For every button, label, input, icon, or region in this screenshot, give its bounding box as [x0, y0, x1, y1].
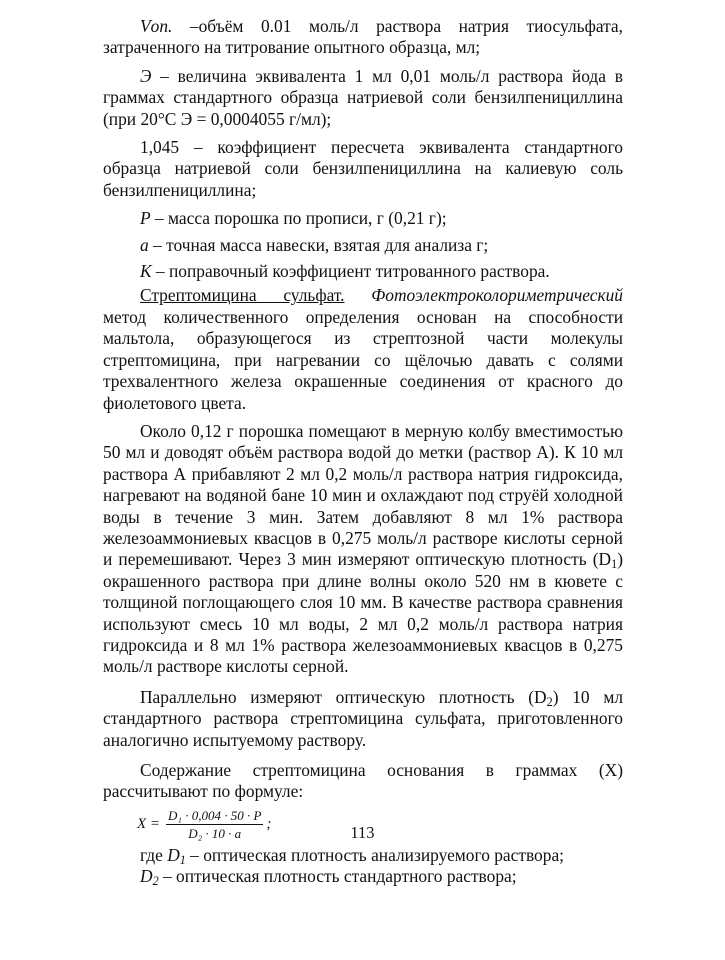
paragraph-text: – оптическая плотность анализируемого раствора;: [185, 844, 564, 865]
subscript: 1: [179, 852, 186, 867]
page-number: 113: [350, 823, 375, 842]
paragraph-d1-def: [103, 845, 623, 866]
formula-lhs: X =: [137, 816, 161, 833]
paragraph-d2-def: [103, 866, 623, 887]
var-p: Р: [140, 208, 151, 229]
paragraph-text: – точная масса навески, взятая для анализа г;: [148, 234, 489, 255]
subscript: 2: [546, 694, 553, 709]
spacer: [103, 414, 623, 421]
formula-denominator: D₂ · 10 · a: [188, 826, 242, 842]
paragraph-text: Около 0,12 г порошка помещают в мерную колбу вместимостью 50 мл и доводят объём раствора водой до метки (раствор А). К 10 мл раствора А прибавляют 2 мл 0,2 моль/л раствора натрия гидроксида, нагревают на водяной бане 10 мин и охлаждают под струёй холодной воды в течение 3 мин. Затем добавляют 8 мл 1% раствора железоаммониевых квасцов в 0,275 моль/л растворе кислоты серной и перемешивают. Через 3 мин измеряют оптическую плотность (D: [103, 420, 623, 570]
paragraph-vop: [103, 16, 623, 59]
spacer: [103, 59, 623, 66]
section-heading: Стрептомицина сульфат.: [140, 285, 345, 306]
var-d2: D: [140, 866, 153, 887]
var-k: К: [140, 261, 152, 282]
spacer: [103, 751, 623, 760]
var-e: Э: [140, 65, 152, 86]
paragraph-text: где: [140, 844, 168, 865]
subscript: 1: [611, 557, 618, 572]
spacer: [103, 130, 623, 137]
method-name: Фотоэлектроколориметрический: [371, 285, 623, 306]
spacer: [103, 201, 623, 208]
paragraph-k-def: [103, 261, 623, 282]
paragraph-text: ) окрашенного раствора при длине волны около 520 нм в кювете с толщиной поглощающего слоя 10 мм. В качестве раствора сравнения используют смесь 10 мл воды, 2 мл 0,2 моль/л раствора натрия гидроксида и 8 мл 1% раствора железоаммониевых квасцов в 0,275 моль/л растворе кислоты серной.: [103, 549, 623, 677]
paragraph-parallel: [103, 687, 623, 751]
var-a: а: [140, 234, 149, 255]
formula-end: ;: [266, 816, 272, 833]
paragraph-text: – поправочный коэффициент титрованного раствора.: [151, 261, 550, 282]
paragraph-coefficient: 1,045 – коэффициент пересчета эквивалента стандартного образца натриевой соли бензилпенициллина на калиевую соль бензилпенициллина;: [103, 137, 623, 200]
body-text: [103, 16, 623, 888]
paragraph-p-def: [103, 208, 623, 229]
paragraph-equivalent: [103, 66, 623, 130]
spacer: [103, 678, 623, 687]
subscript: 2: [152, 874, 159, 889]
var-vop: Vоп.: [140, 16, 173, 36]
paragraph-text: Параллельно измеряют оптическую плотность (D: [140, 686, 547, 707]
paragraph-procedure: [103, 421, 623, 678]
paragraph-content: Содержание стрептомицина основания в граммах (Х) рассчитывают по формуле:: [103, 760, 623, 802]
formula-numerator: D₁ · 0,004 · 50 · P: [168, 808, 262, 824]
paragraph-a-def: [103, 235, 623, 256]
paragraph-text: – масса порошка по прописи, г (0,21 г);: [150, 208, 447, 229]
paragraph-text: ) 10 мл стандартного раствора стрептомицина сульфата, приготовленного аналогично испытуемому раствору.: [103, 686, 624, 750]
paragraph-text: – оптическая плотность стандартного раствора;: [158, 866, 517, 887]
paragraph-text: метод количественного определения основан на способности мальтола, образующегося из стрептозной части молекулы стрептомицина, при нагревании со щёлочью давать с солями трехвалентного железа окрашенные соединения от красного до фиолетового цвета.: [103, 306, 623, 413]
var-d1: D: [167, 844, 180, 865]
paragraph-text: –объём 0.01 моль/л раствора натрия тиосульфата, затраченного на титрование опытного образца, мл;: [103, 16, 623, 58]
paragraph-streptomycin: [103, 285, 623, 413]
paragraph-text: – величина эквивалента 1 мл 0,01 моль/л раствора йода в граммах стандартного образца натриевой соли бензилпенициллина (при 20°С Э = 0,0004055 г/мл);: [103, 65, 623, 129]
